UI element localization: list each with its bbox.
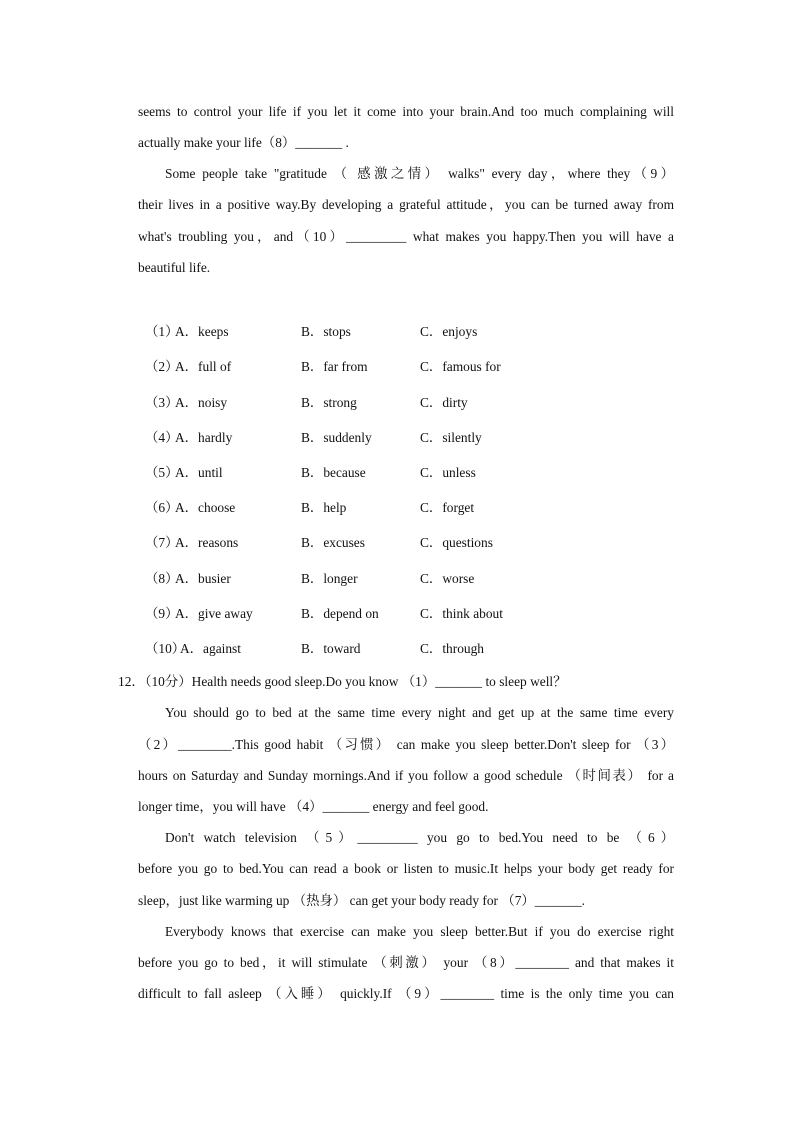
passage-line: actually make your life（8）_______ . <box>138 135 349 150</box>
passage-line: what's troubling you，and（10）_________ what makes you happy.Then you will have a <box>138 229 674 244</box>
option-a: A．until <box>175 465 223 480</box>
passage-line: （2）________.This good habit （习惯） can make you sleep better.Don't sleep for （3） <box>138 737 674 752</box>
option-b: B．toward <box>301 641 361 656</box>
passage-line: Don't watch television （5）_________ you go to bed.You need to be （6） <box>165 830 674 845</box>
option-c: C．forget <box>420 500 475 515</box>
option-b: B．suddenly <box>301 430 372 445</box>
option-b: B．excuses <box>301 535 365 550</box>
option-b: B．because <box>301 465 366 480</box>
option-b: B．far from <box>301 359 368 374</box>
option-a: A．full of <box>175 359 232 374</box>
option-number: （3） <box>145 395 179 410</box>
option-number: （7） <box>145 535 179 550</box>
option-a: A．against <box>180 641 241 656</box>
passage-line: seems to control your life if you let it come into your brain.And too much complaining will <box>138 104 674 119</box>
option-a: A．reasons <box>175 535 239 550</box>
passage-line: before you go to bed.You can read a book or listen to music.It helps your body get ready for <box>138 861 674 876</box>
passage-line: before you go to bed，it will stimulate （刺激） your （8）________ and that makes it <box>138 955 674 970</box>
option-number: （4） <box>145 430 179 445</box>
option-number: （5） <box>145 465 179 480</box>
option-number: （6） <box>145 500 179 515</box>
passage-line: Some people take "gratitude （ 感激之情） walks" every day，where they（9） <box>165 166 674 181</box>
option-c: C．silently <box>420 430 482 445</box>
passage-line: longer time，you will have （4）_______ energy and feel good. <box>138 799 489 814</box>
option-c: C．think about <box>420 606 503 621</box>
option-c: C．through <box>420 641 484 656</box>
option-a: A．give away <box>175 606 253 621</box>
option-c: C．famous for <box>420 359 501 374</box>
option-b: B．stops <box>301 324 351 339</box>
passage-line: beautiful life. <box>138 260 211 275</box>
passage-line: sleep，just like warming up （热身） can get your body ready for （7）_______. <box>138 893 586 908</box>
option-b: B．help <box>301 500 347 515</box>
option-number: （10） <box>145 641 186 656</box>
option-a: A．noisy <box>175 395 228 410</box>
option-a: A．busier <box>175 571 231 586</box>
passage-line: difficult to fall asleep （入睡） quickly.If （9）________ time is the only time you can <box>138 986 674 1001</box>
option-a: A．hardly <box>175 430 233 445</box>
option-b: B．depend on <box>301 606 379 621</box>
option-c: C．questions <box>420 535 493 550</box>
option-number: （8） <box>145 571 179 586</box>
passage-line: hours on Saturday and Sunday mornings.And if you follow a good schedule （时间表） for a <box>138 768 674 783</box>
option-number: （9） <box>145 606 179 621</box>
option-c: C．unless <box>420 465 476 480</box>
option-c: C．enjoys <box>420 324 478 339</box>
passage-line: You should go to bed at the same time every night and get up at the same time every <box>165 705 674 720</box>
option-b: B．strong <box>301 395 357 410</box>
option-number: （2） <box>145 359 179 374</box>
option-c: C．worse <box>420 571 475 586</box>
option-b: B．longer <box>301 571 358 586</box>
option-a: A．keeps <box>175 324 229 339</box>
option-a: A．choose <box>175 500 236 515</box>
passage-line: Everybody knows that exercise can make you sleep better.But if you do exercise right <box>165 924 674 939</box>
question-12-header: 12．（10分）Health needs good sleep.Do you know （1）_______ to sleep well？ <box>118 674 567 689</box>
passage-line: their lives in a positive way.By developing a grateful attitude，you can be turned away from <box>138 197 674 212</box>
option-c: C．dirty <box>420 395 468 410</box>
option-number: （1） <box>145 324 179 339</box>
